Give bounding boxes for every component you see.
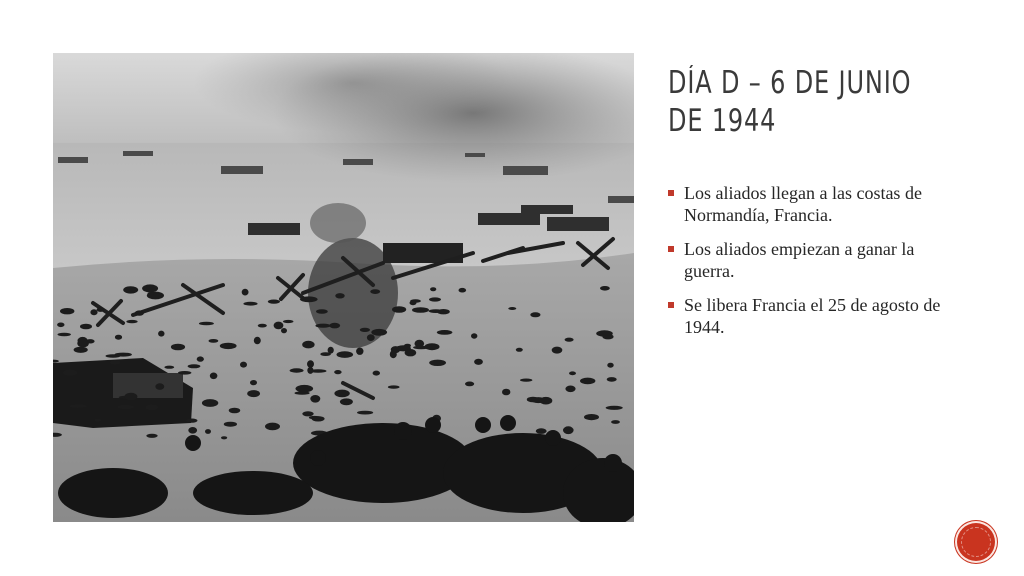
circle-icon (961, 527, 991, 557)
bullet-square-icon (668, 302, 674, 308)
normandy-landing-photo (53, 53, 634, 522)
bullet-list (668, 182, 968, 350)
slide-nav-button[interactable] (957, 523, 995, 561)
bullet-item (668, 182, 968, 226)
bullet-text: Los aliados llegan a las costas de Normandía, Francia. (684, 183, 922, 225)
bullet-text: Los aliados empiezan a ganar la guerra. (684, 239, 915, 281)
bullet-item (668, 238, 968, 282)
bullet-item (668, 294, 968, 338)
bullet-text: Se libera Francia el 25 de agosto de 1944. (684, 295, 941, 337)
slide-title: DÍA D – 6 DE JUNIO DE 1944 (668, 65, 912, 139)
bullet-square-icon (668, 190, 674, 196)
bullet-square-icon (668, 246, 674, 252)
